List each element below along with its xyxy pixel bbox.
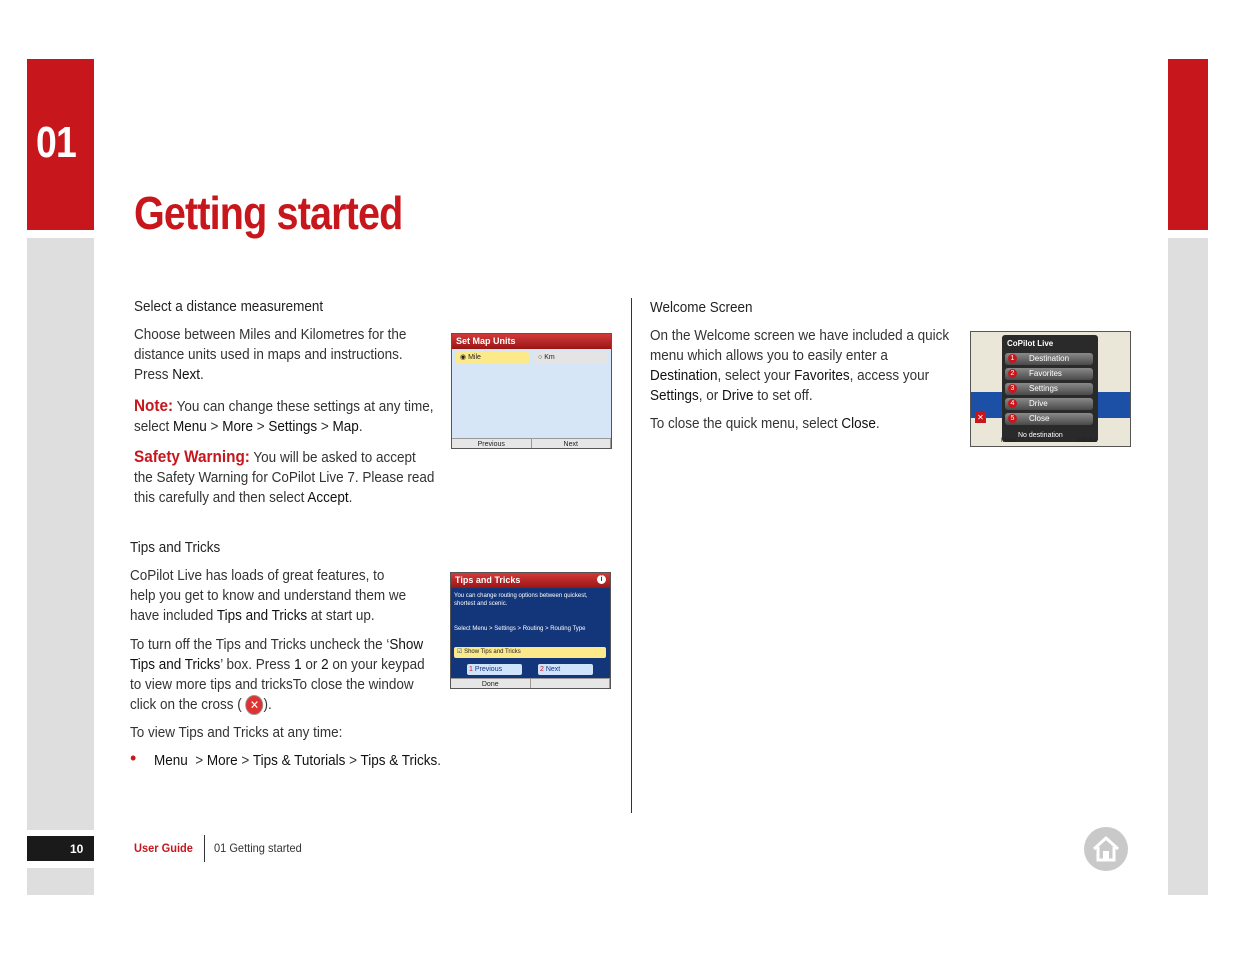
menu-favorites: 2 Favorites <box>1005 368 1093 380</box>
close-cross-icon: ✕ <box>246 695 264 715</box>
checkbox-icon: ☑ <box>457 649 463 655</box>
chapter-number: 01 <box>36 118 76 167</box>
tips-body-2: To turn off the Tips and Tricks uncheck the ‘Show Tips and Tricks’ box. Press 1 or 2 on your keypad to view more tips and tricksTo close the window click on the cross ( ✕ ). <box>130 635 427 715</box>
tips-bullet-path: Menu > More > Tips & Tutorials > Tips & Tricks. <box>154 752 442 769</box>
left-sidebar-bottom <box>27 868 94 895</box>
tips-titlebar: Tips and Tricks i <box>451 573 610 588</box>
soft-left: Menu <box>1001 438 1017 444</box>
bullet-dot: • <box>130 748 137 768</box>
tips-checkbox: ☑ Show Tips and Tricks <box>454 647 606 658</box>
right-tab <box>1168 59 1208 230</box>
menu-close: 5 Close <box>1005 413 1093 425</box>
safety-warning: Safety Warning: You will be asked to accept the Safety Warning for CoPilot Live 7. Please read this carefully and then select Accept. <box>134 447 435 506</box>
km-option: ○ Km <box>534 352 607 364</box>
tips-next: 2 Next <box>538 664 593 675</box>
home-icon[interactable] <box>1084 827 1128 871</box>
soft-right: Info Bar <box>1077 438 1099 444</box>
welcome-heading: Welcome Screen <box>650 299 753 316</box>
quick-menu-panel <box>1002 335 1098 442</box>
column-divider <box>631 298 632 813</box>
tips-heading: Tips and Tricks <box>130 539 221 556</box>
page-title: Getting started <box>134 187 403 239</box>
footer-divider <box>204 835 205 862</box>
left-sidebar <box>27 238 94 830</box>
menu-destination: 1 Destination <box>1005 353 1093 365</box>
tips-screenshot <box>450 572 611 689</box>
page-number: 10 <box>70 842 84 856</box>
footer-section: 01 Getting started <box>214 841 302 855</box>
tips-prev: 1 Previous <box>467 664 522 675</box>
brand-text: CoPilot Live <box>1007 339 1054 348</box>
footer-guide: User Guide <box>134 841 193 855</box>
welcome-screenshot <box>970 331 1131 447</box>
status-text: No destination <box>1018 432 1063 439</box>
distance-note: Note: You can change these settings at any time, select Menu > More > Settings > Map. <box>134 396 434 435</box>
info-icon: i <box>597 575 606 584</box>
tips-line-1: You can change routing options between quickest, shortest and scenic. <box>454 593 588 607</box>
tips-body-3: To view Tips and Tricks at any time: <box>130 724 343 741</box>
map-units-buttons: Previous Next <box>452 438 611 448</box>
distance-body: Choose between Miles and Kilometres for the distance units used in maps and instructions. Press Next. <box>134 326 407 383</box>
right-sidebar <box>1168 238 1208 895</box>
tips-line-2: Select Menu > Settings > Routing > Routing Type <box>454 626 586 632</box>
menu-drive: 4 Drive <box>1005 398 1093 410</box>
tips-body-1: CoPilot Live has loads of great features, to help you get to know and understand them we have included Tips and Tricks at start up. <box>130 567 407 624</box>
close-x-icon: ✕ <box>975 412 986 423</box>
page-number-box <box>27 836 94 861</box>
tips-buttons: Done <box>451 678 610 688</box>
distance-heading: Select a distance measurement <box>134 298 324 315</box>
welcome-body-1: On the Welcome screen we have included a quick menu which allows you to easily enter a Destination, select your Favorites, access your Settings, or Drive to set off. <box>650 327 950 404</box>
mile-option: ◉ Mile <box>456 352 529 364</box>
map-units-screenshot <box>451 333 612 449</box>
map-units-titlebar: Set Map Units <box>452 334 611 349</box>
menu-settings: 3 Settings <box>1005 383 1093 395</box>
welcome-body-2: To close the quick menu, select Close. <box>650 415 880 432</box>
